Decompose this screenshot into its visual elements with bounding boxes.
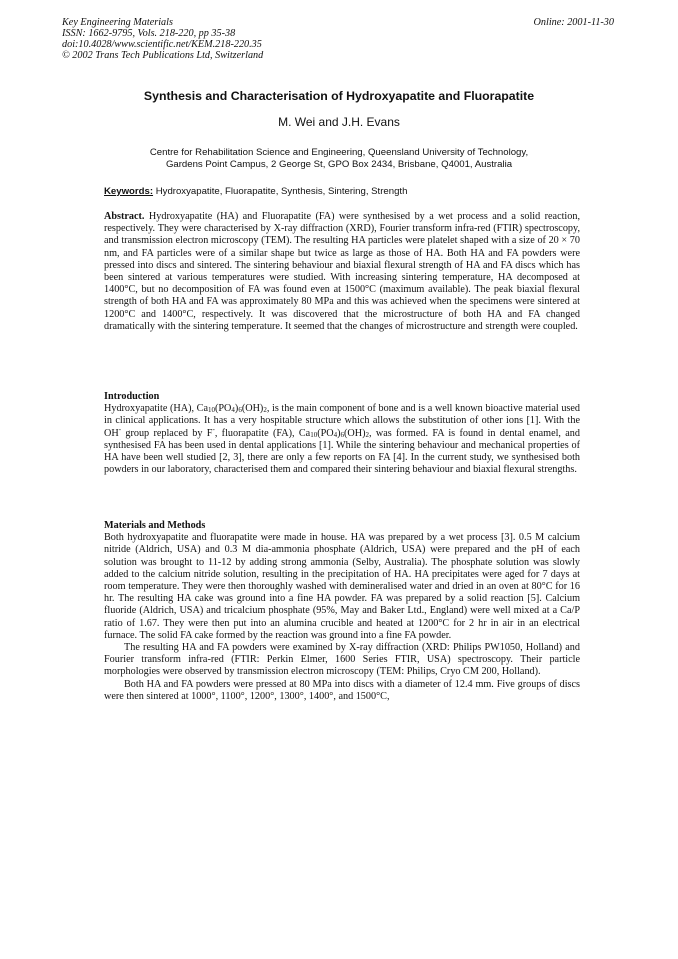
paper-title: Synthesis and Characterisation of Hydroxyapatite and Fluorapatite bbox=[143, 89, 535, 103]
keywords-text: Hydroxyapatite, Fluorapatite, Synthesis, Sintering, Strength bbox=[153, 186, 408, 197]
affiliation bbox=[0, 147, 678, 171]
methods-heading: Materials and Methods bbox=[104, 520, 206, 531]
copyright-line: © 2002 Trans Tech Publications Ltd, Switzerland bbox=[62, 50, 264, 61]
keywords-label: Keywords: bbox=[104, 186, 154, 197]
introduction-heading: Introduction bbox=[104, 391, 160, 402]
introduction-paragraph: Hydroxyapatite (HA), $Ca_{10}(PO_4)_6(OH)_2$, is the main component of bone and is a well known bioactive material used in clinical applications. It has a very hospitable structure which allows the substitution of other ions [1]. With the OH- group replaced by F-, fluorapatite (FA), $Ca_{10}(PO_4)_6(OH)_2$, was formed. FA is found in dental enamel, and synthesised FA has been used in dental applications [1]. While the sintering behaviour and mechanical properties of HA have been well studied [2, 3], there are only a few reports on FA [4]. In the current study, we synthesised both powders in our laboratory, characterised them and compared their sintering behaviour and biaxial flexural strengths. bbox=[104, 403, 581, 476]
abstract bbox=[104, 211, 580, 333]
issn-line: ISSN: 1662-9795, Vols. 218-220, pp 35-38 bbox=[62, 28, 236, 39]
introduction-section bbox=[104, 391, 580, 476]
affiliation-line: Gardens Point Campus, 2 George St, GPO Box 2434, Brisbane, Q4001, Australia bbox=[165, 159, 513, 170]
methods-paragraph: The resulting HA and FA powders were examined by X-ray diffraction (XRD: Philips PW1050, Holland) and Fourier transform infra-red (FTIR: Perkin Elmer, 1600 Series FTIR, USA) spectroscopy. Their particle morphologies were observed by transmission electron microscopy (TEM: Philips, Cryo CM 200, Holland). bbox=[104, 642, 580, 678]
abstract-label: Abstract. bbox=[104, 211, 145, 222]
methods-paragraph: Both hydroxyapatite and fluorapatite were made in house. HA was prepared by a wet process [3]. 0.5 M calcium nitride (Aldrich, USA) and 0.3 M dia-ammonia phosphate (Aldrich, USA) were prepared and the pH of each solution was brought to 11-12 by adding strong ammonia (Selby, Australia). The phosphate solution was slowly added to the calcium nitride solution, resulting in the precipitation of HA. HA precipitates were aged for 7 days at room temperature. They were then thoroughly washed with demineralised water and dried in an oven at 80°C for 16 hr. The resulting HA cake was ground into a fine HA powder. FA was prepared by a solid reaction [5]. Calcium fluoride (Aldrich, USA) and tricalcium phosphate (95%, May and Baker Ltd., England) were well mixed at a Ca/P ratio of 1.67. They were then put into an alumina crucible and heated at 1200°C for 2 hr in air in an electrical furnace. The solid FA cake formed by the reaction was ground into a fine FA powder. bbox=[104, 532, 580, 641]
keywords bbox=[104, 186, 407, 197]
online-date: Online: 2001-11-30 bbox=[533, 17, 614, 28]
abstract-text: Hydroxyapatite (HA) and Fluorapatite (FA) were synthesised by a wet process and a solid reaction, respectively. They were characterised by X-ray diffraction (XRD), Fourier transform infra-red (FTIR) spectroscopy, and transmission electron microscopy (TEM). The resulting HA particles were platelet shaped with a size of 20 × 70 nm, and FA particles were of a similar shape but twice as large as those of HA. Both HA and FA powders were pressed into discs and sintered. The sintering behaviour and biaxial flexural strength of HA and FA discs which has been sintered at various temperatures were studied. With increasing sintering temperature, HA decomposed at 1400°C, but no decomposition of FA was found even at 1500°C (maximum available). The peak biaxial flexural strength of both HA and FA was approximately 80 MPa and this was achieved when the specimens were sintered at 1200°C and 1400°C, respectively. It was discovered that the microstructure of both HA and FA changed dramatically with the sintering temperature. It seemed that the changes of microstructure and strength were coupled. bbox=[104, 211, 580, 332]
methods-section bbox=[104, 520, 580, 703]
affiliation-line: Centre for Rehabilitation Science and Engineering, Queensland University of Technology, bbox=[149, 147, 529, 158]
doi-line: doi:10.4028/www.scientific.net/KEM.218-220.35 bbox=[62, 39, 262, 50]
methods-paragraph: Both HA and FA powders were pressed at 80 MPa into discs with a diameter of 12.4 mm. Five groups of discs were then sintered at 1000°, 1100°, 1200°, 1300°, 1400°, and 1500°C, bbox=[104, 678, 580, 702]
authors: M. Wei and J.H. Evans bbox=[278, 115, 400, 129]
journal-name: Key Engineering Materials bbox=[62, 17, 173, 28]
journal-header bbox=[62, 17, 263, 61]
